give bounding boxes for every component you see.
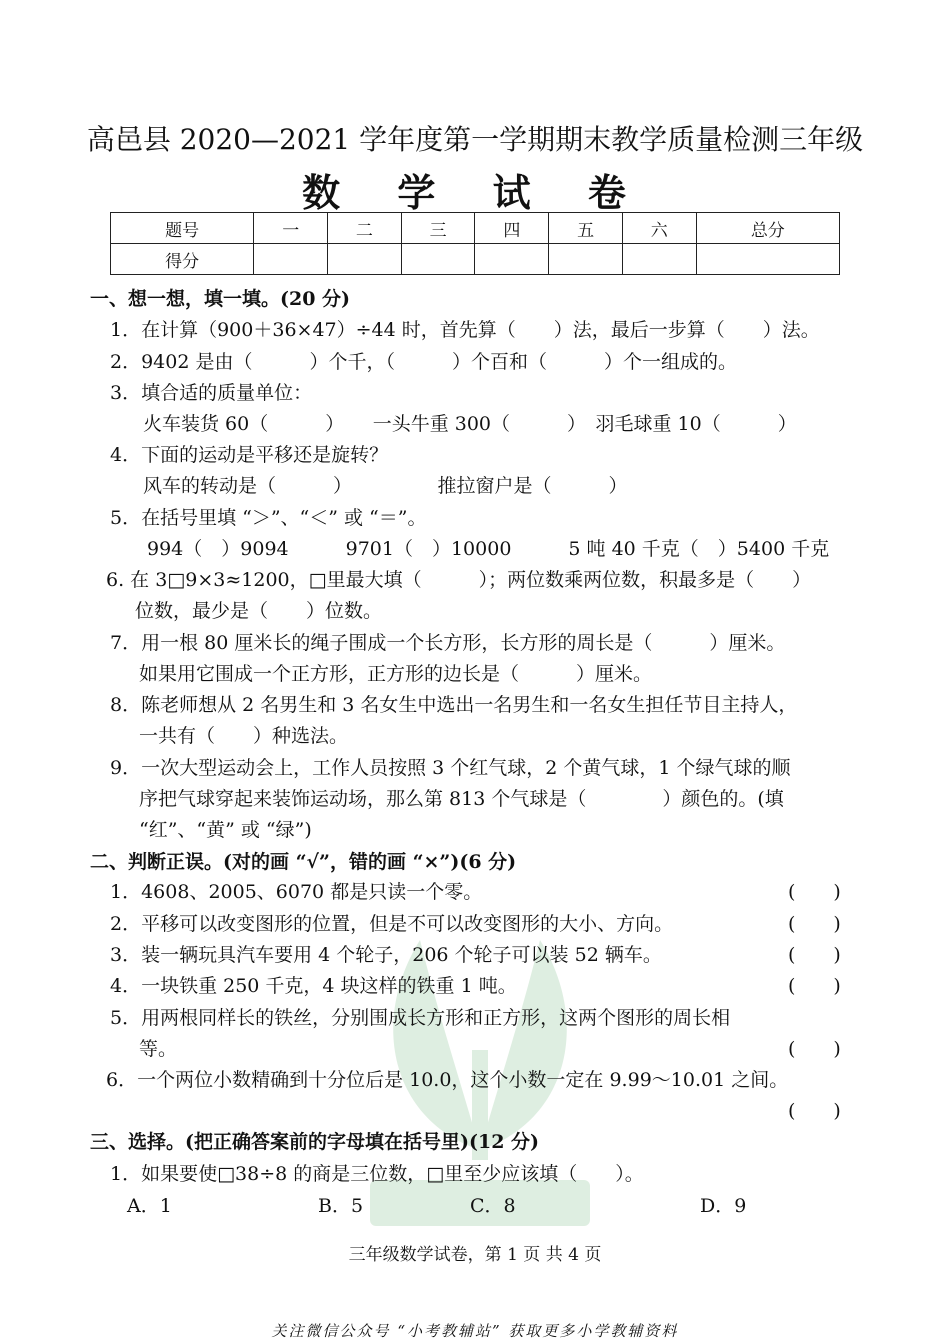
section2-item: 6．一个两位小数精确到十分位后是 10.0，这个小数一定在 9.99～10.01 之间。	[106, 1069, 789, 1091]
section2-heading: 二、判断正误。(对的画 “√”，错的画 “×”)(6 分)	[90, 851, 517, 873]
section1-line: “红”、“黄” 或 “绿”)	[139, 819, 312, 841]
section1-line: 序把气球穿起来装饰运动场，那么第 813 个气球是（ ）颜色的。(填	[139, 788, 784, 810]
section1-line: 1．在计算（900＋36×47）÷44 时，首先算（ ）法，最后一步算（ ）法。	[110, 319, 820, 341]
page-footer: 三年级数学试卷，第 1 页 共 4 页	[348, 1245, 602, 1265]
score-table-cell: 得分	[111, 244, 254, 275]
score-input-cell[interactable]	[254, 244, 328, 275]
option-b[interactable]: B．5	[318, 1195, 364, 1217]
score-table	[110, 212, 840, 275]
exam-subtitle: 数 学 试 卷	[302, 170, 648, 215]
score-table-score-row	[111, 244, 840, 275]
section2-item: 等。	[139, 1038, 178, 1060]
score-input-cell[interactable]	[401, 244, 475, 275]
section1-line: 994（ ）9094 9701（ ）10000 5 吨 40 千克（ ）5400 千克	[147, 538, 830, 560]
score-table-cell: 二	[328, 213, 402, 244]
score-table-cell: 六	[622, 213, 696, 244]
option-d[interactable]: D．9	[700, 1195, 747, 1217]
score-table-cell: 总分	[696, 213, 839, 244]
score-input-cell[interactable]	[328, 244, 402, 275]
score-input-cell[interactable]	[549, 244, 623, 275]
section1-line: 位数，最少是（ ）位数。	[135, 600, 383, 622]
option-c[interactable]: C．8	[470, 1195, 516, 1217]
answer-bracket[interactable]: ( )	[788, 913, 841, 935]
exam-title: 高邑县 2020—2021 学年度第一学期期末教学质量检测三年级	[86, 123, 864, 156]
section1-line: 5．在括号里填 “＞”、“＜” 或 “＝”。	[110, 507, 427, 529]
answer-bracket[interactable]: ( )	[788, 1100, 841, 1122]
section1-line: 火车装货 60（ ） 一头牛重 300（ ） 羽毛球重 10（ ）	[143, 413, 797, 435]
section1-line: 如果用它围成一个正方形，正方形的边长是（ ）厘米。	[139, 663, 653, 685]
section2-item: 5．用两根同样长的铁丝，分别围成长方形和正方形，这两个图形的周长相	[110, 1007, 731, 1029]
score-input-cell[interactable]	[622, 244, 696, 275]
score-table-cell: 五	[549, 213, 623, 244]
promo-note: 关注微信公众号 “小考教辅站” 获取更多小学教辅资料	[271, 1322, 679, 1340]
section2-item: 2．平移可以改变图形的位置，但是不可以改变图形的大小、方向。	[110, 913, 674, 935]
answer-bracket[interactable]: ( )	[788, 944, 841, 966]
section1-line: 2．9402 是由（ ）个千，（ ）个百和（ ）个一组成的。	[110, 351, 737, 373]
score-table-cell: 题号	[111, 213, 254, 244]
section1-line: 6. 在 3□9×3≈1200，□里最大填（ ）；两位数乘两位数，积最多是（ ）	[106, 569, 812, 591]
score-table-cell: 四	[475, 213, 549, 244]
section2-item: 4．一块铁重 250 千克，4 块这样的铁重 1 吨。	[110, 975, 517, 997]
score-table-header-row	[111, 213, 840, 244]
section3-question: 1．如果要使□38÷8 的商是三位数，□里至少应该填（ ）。	[110, 1163, 644, 1185]
section1-line: 3．填合适的质量单位：	[110, 382, 313, 404]
section1-line: 9．一次大型运动会上，工作人员按照 3 个红气球，2 个黄气球，1 个绿气球的顺	[110, 757, 791, 779]
section1-line: 7．用一根 80 厘米长的绳子围成一个长方形，长方形的周长是（ ）厘米。	[110, 632, 786, 654]
score-table-cell: 一	[254, 213, 328, 244]
section2-item: 3．装一辆玩具汽车要用 4 个轮子，206 个轮子可以装 52 辆车。	[110, 944, 662, 966]
score-table-cell: 三	[401, 213, 475, 244]
answer-bracket[interactable]: ( )	[788, 881, 841, 903]
score-input-cell[interactable]	[475, 244, 549, 275]
section3-heading: 三、选择。(把正确答案前的字母填在括号里)(12 分)	[90, 1131, 540, 1153]
answer-bracket[interactable]: ( )	[788, 975, 841, 997]
option-a[interactable]: A．1	[127, 1195, 172, 1217]
section1-line: 8．陈老师想从 2 名男生和 3 名女生中选出一名男生和一名女生担任节目主持人，	[110, 694, 798, 716]
section1-line: 一共有（ ）种选法。	[139, 725, 349, 747]
score-input-cell[interactable]	[696, 244, 839, 275]
section1-line: 风车的转动是（ ） 推拉窗户是（ ）	[143, 475, 628, 497]
section1-line: 4．下面的运动是平移还是旋转？	[110, 444, 389, 466]
section2-item: 1．4608、2005、6070 都是只读一个零。	[110, 881, 483, 903]
answer-bracket[interactable]: ( )	[788, 1038, 841, 1060]
section1-heading: 一、想一想，填一填。(20 分)	[90, 288, 351, 310]
